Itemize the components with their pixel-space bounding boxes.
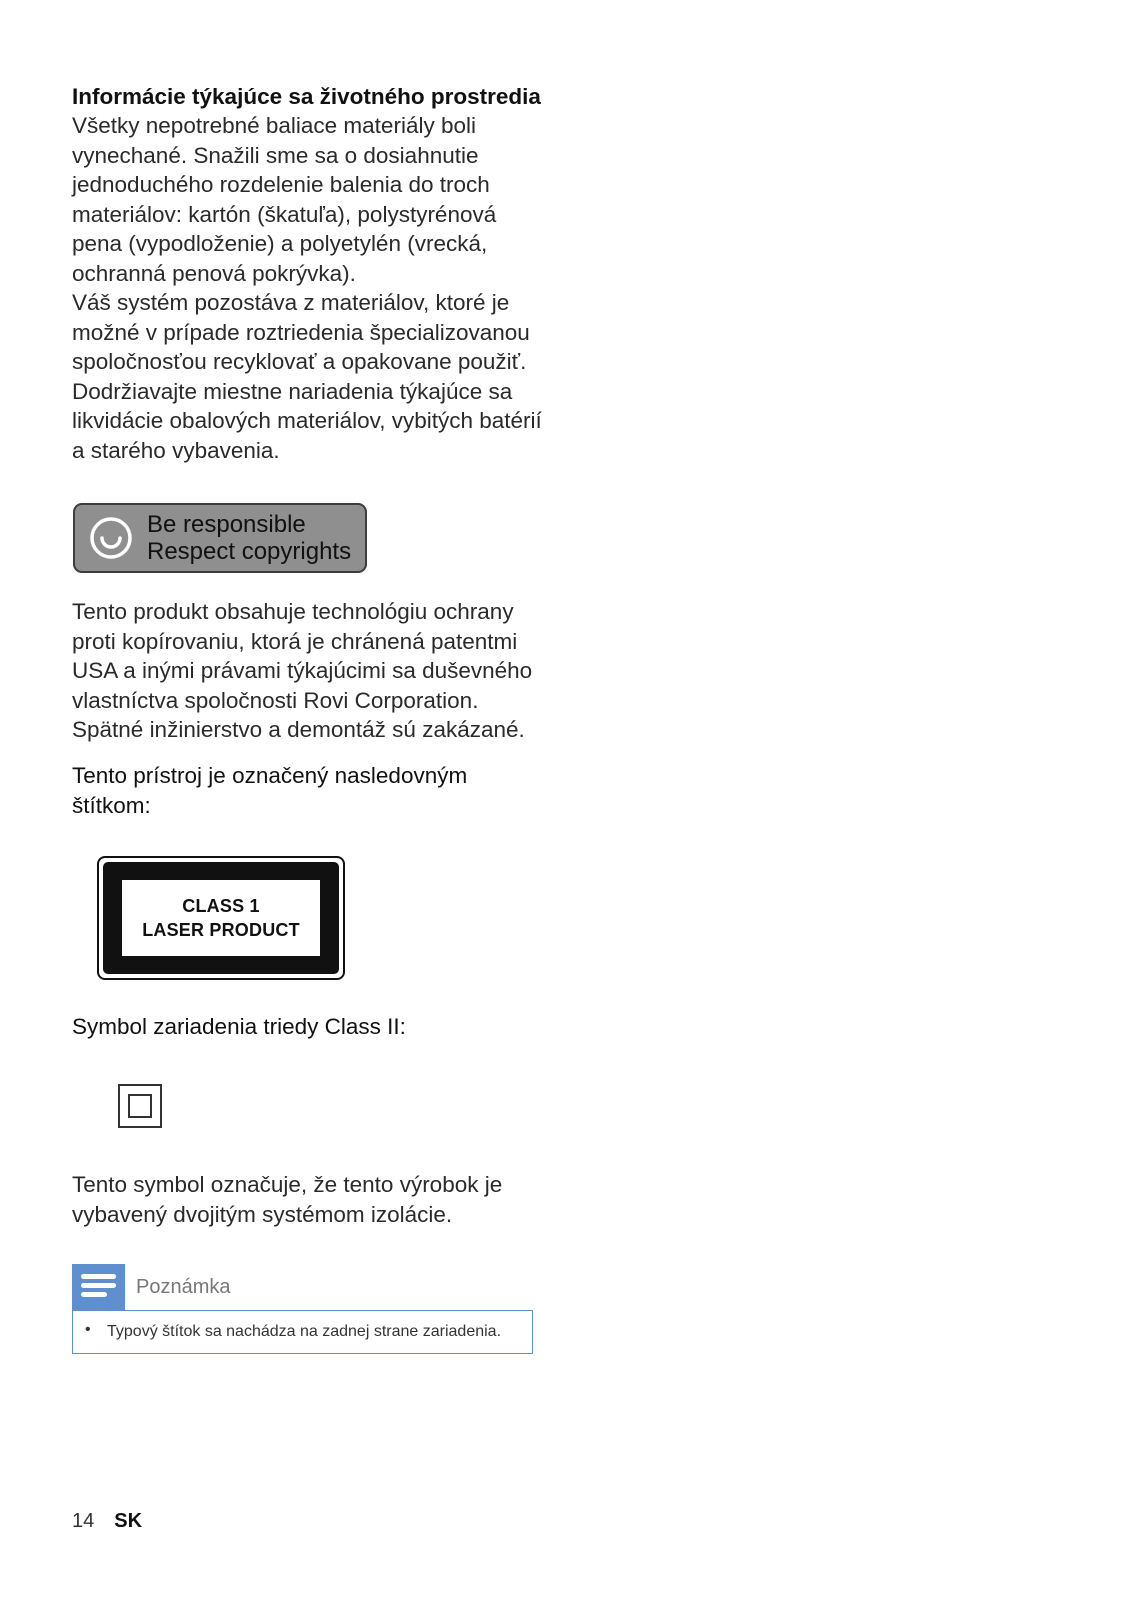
class-ii-paragraph: Tento symbol označuje, že tento výrobok je vybavený dvojitým systémom izolácie. bbox=[72, 1172, 503, 1227]
respect-copyrights-badge bbox=[73, 503, 367, 573]
laser-label-frame bbox=[103, 862, 339, 974]
label-heading: Tento prístroj je označený nasledovným štítkom: bbox=[72, 763, 468, 818]
environment-paragraph-2: Váš systém pozostáva z materiálov, ktoré je možné v prípade roztriedenia špecializovanou spoločnosťou recyklovať a opakovane použiť. Dodržiavajte miestne nariadenia týkajúce sa likvidácie obalových materiálov, vybitých batérií a starého vybavenia. bbox=[72, 290, 542, 463]
note-lines-icon bbox=[72, 1264, 125, 1310]
badge-line-2: Respect copyrights bbox=[147, 538, 352, 565]
environment-heading: Informácie týkajúce sa životného prostredia bbox=[72, 84, 541, 109]
class-ii-heading: Symbol zariadenia triedy Class II: bbox=[72, 1014, 406, 1039]
bullet-icon: • bbox=[85, 1321, 91, 1338]
page-number: 14 bbox=[72, 1510, 95, 1532]
laser-product-label bbox=[97, 856, 345, 980]
copyright-respect-logo-icon bbox=[89, 516, 133, 560]
laser-label-line-1: CLASS 1 bbox=[182, 896, 260, 916]
language-code: SK bbox=[114, 1510, 143, 1532]
laser-label-line-2: LASER PRODUCT bbox=[142, 920, 300, 940]
badge-line-1: Be responsible bbox=[147, 511, 306, 538]
note-item: Typový štítok sa nachádza na zadnej strane zariadenia. bbox=[107, 1323, 502, 1340]
badge-text bbox=[147, 511, 351, 565]
class-ii-inner-square bbox=[128, 1094, 152, 1118]
environment-body bbox=[72, 111, 542, 465]
environment-paragraph-1: Všetky nepotrebné baliace materiály boli vynechané. Snažili sme sa o dosiahnutie jednoduchého rozdelenie balenia do troch materiálov: kartón (škatuľa), polystyrénová pena (vypodloženie) a polyetylén (vrecká, ochranná penová pokrývka). bbox=[72, 113, 497, 286]
note-content bbox=[72, 1310, 533, 1354]
laser-label-panel bbox=[122, 880, 320, 956]
copy-protection-paragraph: Tento produkt obsahuje technológiu ochrany proti kopírovaniu, ktorá je chránená patentmi USA a inými právami týkajúcimi sa duševného vlastníctva spoločnosti Rovi Corporation. Spätné inžinierstvo a demontáž sú zakázané. bbox=[72, 599, 533, 742]
note-title: Poznámka bbox=[136, 1276, 231, 1298]
class-ii-double-square-icon bbox=[118, 1084, 162, 1128]
page-footer bbox=[72, 1508, 142, 1534]
